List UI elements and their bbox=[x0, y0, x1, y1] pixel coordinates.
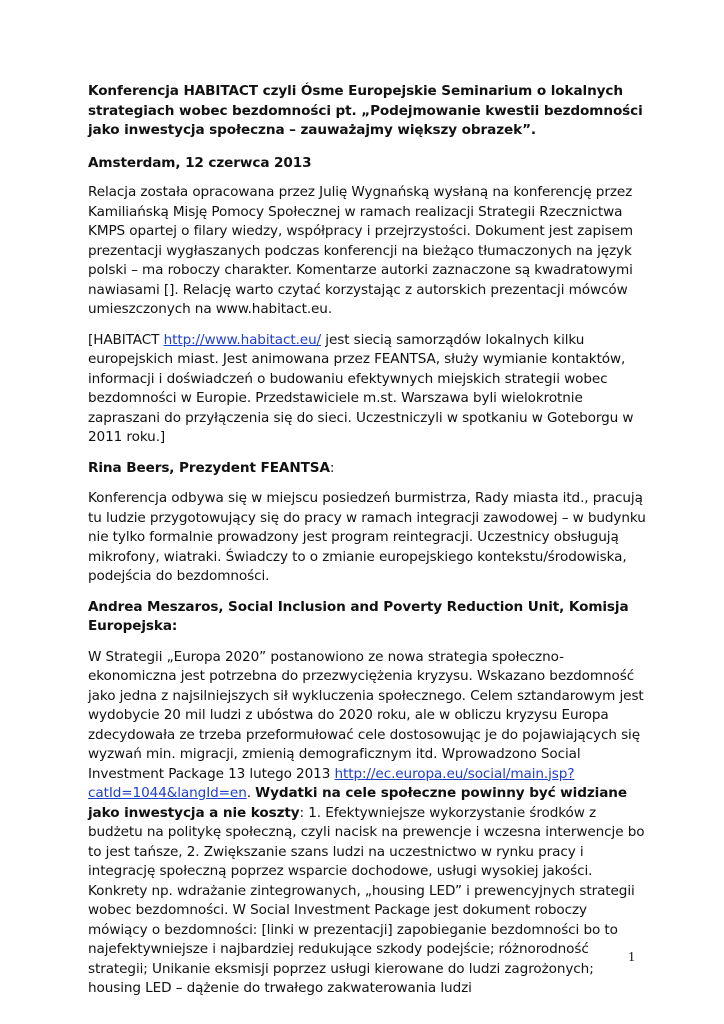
meszaros-text-1: W Strategii „Europa 2020” postanowiono ze nowa strategia społeczno-ekonomiczna jest potrzebna do przezwyciężenia kryzysu. Wskazano bezdomność jako jedna z najsilniejszych sił wykluczenia społecznego. Celem sztandarowym jest wydobycie 20 mil ludzi z ubóstwa do 2020 roku, ale w obliczu kryzysu Europa zdecydowała ze trzeba przeformułować cele dostosowując je do pojawiających się wyzwań min. migracji, zmienią demograficznym itd. Wprowadzono Social Investment Package 13 lutego 2013 bbox=[88, 648, 644, 782]
speaker-colon: : bbox=[329, 459, 335, 476]
habitact-text: jest siecią samorządów lokalnych kilku europejskich miast. Jest animowana przez FEANTSA, służy wymianie kontaktów, informacji i doświadczeń o budowaniu efektywnych miejskich strategii wobec bezdomności w Europie. Przedstawiciele m.st. Warszawa byli wielokrotnie zapraszani do przyłączenia się do sieci. Uczestniczyli w spotkaniu w Goteborgu w 2011 roku.] bbox=[88, 331, 634, 445]
intro-paragraph: Relacja została opracowana przez Julię Wygnańską wysłaną na konferencję przez Kamiliańską Misję Pomocy Społecznej w ramach realizacji Strategii Rzecznictwa KMPS opartej o filary wiedzy, współpracy i przejrzystości. Dokument jest zapisem prezentacji wygłaszanych podczas konferencji na bieżąco tłumaczonych na język polski – ma roboczy charakter. Komentarze autorki zaznaczone są kwadratowymi nawiasami []. Relację warto czytać korzystając z autorskich prezentacji mówców umieszczonych na www.habitact.eu. bbox=[88, 184, 634, 317]
document-page bbox=[88, 82, 648, 1010]
meszaros-text-2: : 1. Efektywniejsze wykorzystanie środków z budżetu na politykę społeczną, czyli nacisk na prewencje i wczesna interwencje bo to jest tańsze, 2. Zwiększanie szans ludzi na uczestnictwo w rynku pracy i integrację społeczną poprzez wsparcie dochodowe, usługi wysokiej jakości. Konkrety np. wdrażanie zintegrowanych, „housing LED” i prewencyjnych strategii wobec bezdomności. W Social Investment Package jest dokument roboczy mówiący o bezdomności: [linki w prezentacji] zapobieganie bezdomności bo to najefektywniejsze i najbardziej redukujące szkody podejście; różnorodność strategii; Unikanie eksmisji poprzez usługi kierowane do ludzi zagrożonych; housing LED – dążenie do trwałego zakwaterowania ludzi bbox=[88, 804, 645, 996]
habitact-link[interactable]: http://www.habitact.eu/ bbox=[163, 331, 322, 348]
document-title: Konferencja HABITACT czyli Ósme Europejskie Seminarium o lokalnych strategiach wobec bezdomności pt. „Podejmowanie kwestii bezdomności jako inwestycja społeczna – zauważajmy większy obrazek”. bbox=[88, 83, 643, 138]
speaker-heading-meszaros: Andrea Meszaros, Social Inclusion and Poverty Reduction Unit, Komisja Europejska: bbox=[88, 598, 629, 634]
page-number: 1 bbox=[628, 950, 635, 965]
beers-paragraph: Konferencja odbywa się w miejscu posiedzeń burmistrza, Rady miasta itd., pracują tu ludzie przygotowujący się do pracy w ramach integracji zawodowej – w budynku nie tylko formalnie prowadzony jest program reintegracji. Uczestnicy obsługują mikrofony, wiatraki. Świadczy to o zmianie europejskiego kontekstu/środowiska, podejścia do bezdomności. bbox=[88, 490, 646, 584]
habitact-paragraph bbox=[88, 331, 648, 448]
habitact-prefix: [HABITACT bbox=[88, 331, 164, 348]
meszaros-bold-statement: Wydatki na cele społeczne powinny być widziane jako inwestycja a nie koszty bbox=[88, 785, 627, 821]
meszaros-sep: . bbox=[246, 785, 256, 801]
meszaros-paragraph bbox=[88, 648, 648, 999]
speaker-name-beers: Rina Beers, Prezydent FEANTSA bbox=[88, 459, 330, 476]
place-date: Amsterdam, 12 czerwca 2013 bbox=[88, 154, 312, 171]
speaker-heading-beers bbox=[88, 459, 648, 479]
ec-europa-link[interactable]: http://ec.europa.eu/social/main.jsp?catId=1044&langId=en bbox=[88, 765, 575, 801]
